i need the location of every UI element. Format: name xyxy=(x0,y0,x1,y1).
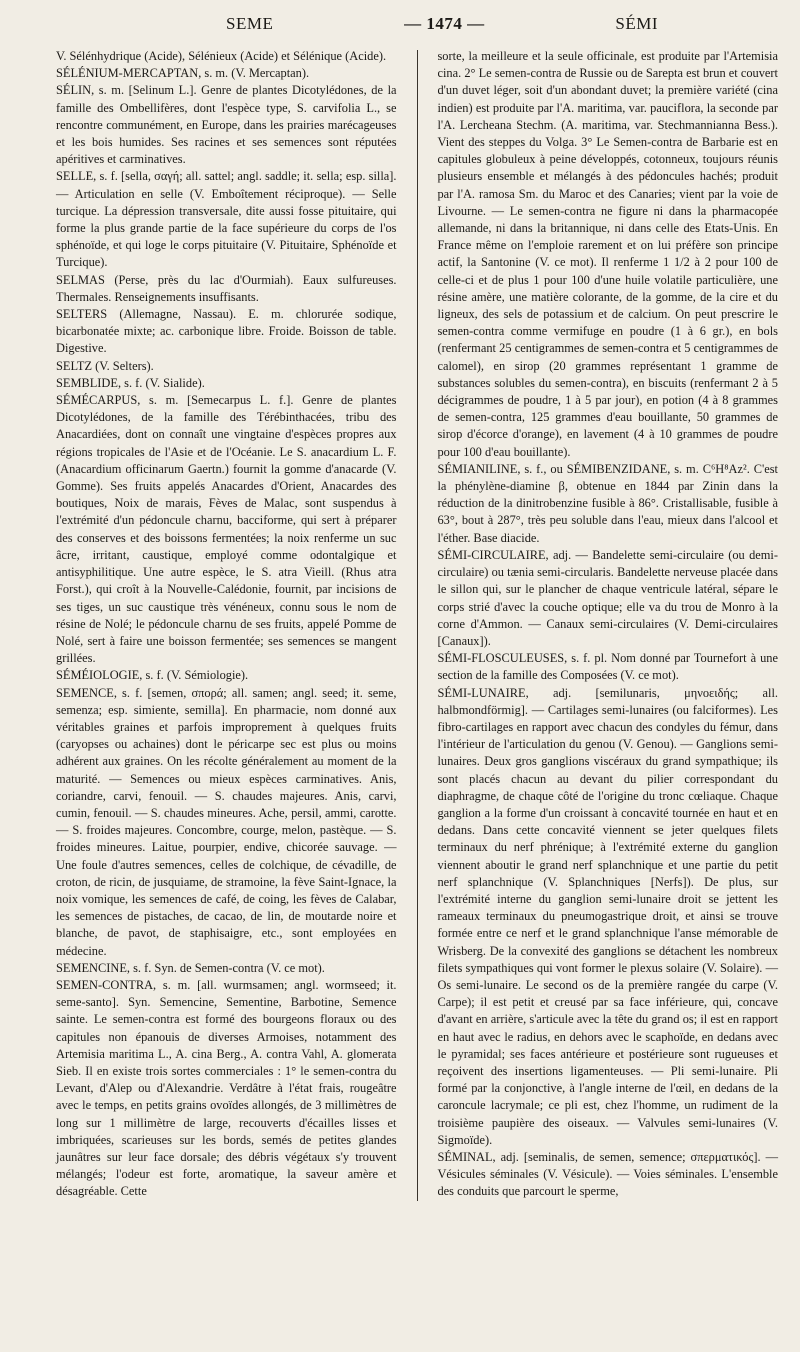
left-column xyxy=(56,48,397,1201)
entry: SÉMI-LUNAIRE, adj. [semilunaris, μηνοειδής; all. halbmondförmig]. — Cartilages semi-lunaires (ou falciformes). Les fibro-cartilages en rapport avec chacun des condyles du fémur, dans l'intérieur de l'articulation du genou (V. Genou). — Ganglions semi-lunaires. Deux gros ganglions viscéraux du grand sympathique; ils sont placés chacun au devant du pilier correspondant du diaphragme, de chaque côté de l'origine du tronc cœliaque. Chaque ganglion a la forme d'un croissant à concavité tournée en haut et en dedans. Dans cette concavité viennent se jeter quelques filets terminaux du nerf phrénique; à l'extrémité externe du ganglion viennent aboutir le grand nerf splanchnique et une partie du petit nerf splanchnique (V. Splanchniques [Nerfs]). De plus, sur l'extrémité interne du ganglion semi-lunaire droit se jettent les rameaux terminaux du pneumogastrique droit, et ainsi se trouve formée entre ce nerf et le grand splanchnique l'anse mémorable de Wrisberg. De la convexité des ganglions se détachent les nombreux filets sympathiques qui vont former le plexus solaire (V. Solaire). — Os semi-lunaire. Le second os de la première rangée du carpe (V. Carpe); il est petit et creusé par sa face inférieure, qui, concave d'avant en arrière, s'articule avec la tête du grand os; il est en rapport en haut avec le radius, en dehors avec le scaphoïde, en dedans avec le pyramidal; ses faces antérieure et postérieure sont rugueuses et reçoivent des insertions ligamenteuses. — Pli semi-lunaire. Pli formé par la conjonctive, à l'angle interne de l'œil, en dedans de la caroncule lacrymale; ce pli est, chez l'homme, un rudiment de la troisième paupière des oiseaux. — Valvules semi-lunaires (V. Sigmoïde). xyxy=(437,685,778,1147)
entry: SÉMI-FLOSCULEUSES, s. f. pl. Nom donné par Tournefort à une section de la famille des Composées (V. ce mot). xyxy=(437,651,778,683)
entry: sorte, la meilleure et la seule officinale, est produite par l'Artemisia cina. 2° Le semen-contra de Russie ou de Sarepta est brun et couvert d'un duvet léger, soit d'un abondant duvet; la première variété (cina indien) est produite par l'A. maritima, var. pauciflora, la seconde par l'A. Lercheana Stechm. (A. maritima, var. Stechmannianna Bess.). Vient des steppes du Volga. 3° Le Semen-contra de Barbarie est en capitules globuleux à peine développés, cotonneux, toujours réunis plusieurs ensemble et mélangés à des pédoncules hachés; produit par l'A. ramosa Sm. du Maroc et des Canaries; vient par la voie de Livourne. — Le semen-contra ne figure ni dans la pharmacopée allemande, ni dans la britannique, ni dans celle des Etats-Unis. En France même on l'emploie rarement et on lui préfère son principe actif, la Santonine (V. ce mot). Il renferme 1 1/2 à 2 pour 100 de celle-ci et de plus 1 pour 100 d'une huile volatile particulière, une résine amère, une matière colorante, de la gomme, de la cire et du ligneux, des sels de potassium et de calcium. On peut prescrire le semen-contra comme vermifuge en poudre (1 à 6 gr.), en bols (renfermant 25 centigrammes de semen-contra et 5 centigrammes de calomel), en sirop (20 grammes représentant 1 gramme de substances solubles du semen-contra), en biscuits (renfermant 2 à 5 décigrammes de poudre, 1 à 5 par jour), en potion (4 à 8 grammes de semen-contra, 125 grammes d'eau bouillante, 50 grammes de sirop d'écorce d'orange), en lavement (4 à 10 grammes de poudre pour 100 d'eau bouillante). xyxy=(437,49,778,459)
entry: V. Sélénhydrique (Acide), Sélénieux (Acide) et Sélénique (Acide). xyxy=(56,49,387,63)
entry: SELTERS (Allemagne, Nassau). E. m. chlorurée sodique, bicarbonatée mixte; ac. carbonique libre. Froide. Boisson de table. Digestive. xyxy=(56,307,397,356)
entry: SELLE, s. f. [sella, σαγή; all. sattel; angl. saddle; it. sella; esp. silla]. — Articulation en selle (V. Emboîtement réciproque). — Selle turcique. La dépression transversale, dite aussi fosse pituitaire, qui forme la plus grande partie de la face supérieure du corps de l'os sphénoïde, et qui loge le corps pituitaire (V. Pituitaire, Sphénoïde et Turcique). xyxy=(56,169,397,270)
column-rule xyxy=(417,50,418,1201)
entry: SELTZ (V. Selters). xyxy=(56,358,154,373)
two-column-body xyxy=(56,48,778,1201)
entry: SEMENCE, s. f. [semen, σπορά; all. samen; angl. seed; it. seme, semenza; esp. simiente, semilla]. En pharmacie, nom donné aux véritables graines et parfois improprement à quelques fruits (caryopses ou achaines) dont le péricarpe sec est plus ou moins adhérent aux graines. On les récolte généralement au moment de la maturité. — Semences ou mieux espèces carminatives. Anis, coriandre, carvi, fenouil. — S. chaudes majeures. Anis, carvi, cumin, fenouil. — S. chaudes mineures. Ache, persil, ammi, carotte. — S. froides majeures. Concombre, courge, melon, pastèque. — S. froides mineures. Laitue, pourpier, endive, chicorée sauvage. — Une foule d'autres semences, celles de colchique, de cévadille, de croton, de ricin, de jusquiame, de stramoine, la fève Saint-Ignace, la noix vomique, les semences de café, de coing, les fèves de Calabar, les semences de pistaches, de cacao, de lin, de moutarde noire et blanche, de pavot, de staphisaigre, etc., sont employées en médecine. xyxy=(56,685,397,958)
entry: SEMBLIDE, s. f. (V. Sialide). xyxy=(56,375,205,390)
entry: SEMENCINE, s. f. Syn. de Semen-contra (V. ce mot). xyxy=(56,960,325,975)
entry: SÉLIN, s. m. [Selinum L.]. Genre de plantes Dicotylédones, de la famille des Ombellifères, dont l'espèce type, S. carvifolia L., se rencontre communément, en Europe, dans les prairies marécageuses et les bois humides. Ses racines et ses semences sont réputées apéritives et carminatives. xyxy=(56,83,397,167)
entry: SÉMINAL, adj. [seminalis, de semen, semence; σπερματικός]. — Vésicules séminales (V. Vésicule). — Voies séminales. L'ensemble des conduits que parcourt le sperme, xyxy=(437,1150,778,1199)
header-left-word: SEME xyxy=(226,14,274,33)
entry: SÉMÉCARPUS, s. m. [Semecarpus L. f.]. Genre de plantes Dicotylédones, de la famille des Térébinthacées, tribu des Anacardiées, dont on connaît une vingtaine d'espèces propres aux régions tropicales de l'Asie et de l'Océanie. Le S. anacardium L. F. (Anacardium officinarum Gaertn.) fournit la gomme d'anacarde (V. Gomme). Ses fruits appelés Anacardes d'Orient, Anacardes des boutiques, Noix de marais, Fèves de Malac, sont suspendus à l'extrémité d'un pédoncule charnu, bacciforme, qui sert à préparer des conserves et des boissons fermentées; la noix renferme un suc âcre, irritant, caustique, employé comme odontalgique et antisyphilitique. Une autre espèce, le S. atra Vieill. (Rhus atra Forst.), qui croît à la Nouvelle-Calédonie, fournit, par incisions de ses tiges, un suc caustique très vénéneux, connu sous le nom de résine de Nolé; le pédoncule charnu de ses fruits, appelé Pomme de Nolé, sert à faire une boisson fermentée; ses semences se mangent grillées. xyxy=(56,393,397,666)
header-right-word: SÉMI xyxy=(615,14,658,33)
page-number: — 1474 — xyxy=(404,14,485,33)
entry: SÉMI-CIRCULAIRE, adj. — Bandelette semi-circulaire (ou demi-circulaire) ou tænia semi-circularis. Bandelette nerveuse placée dans le sillon qui, sur le plancher de chaque ventricule latéral, sépare le corps strié d'avec la couche optique; elle va du trou de Monro à la corne d'Ammon. — Canaux semi-circulaires (V. Demi-circulaires [Canaux]). xyxy=(437,547,778,648)
entry: SEMEN-CONTRA, s. m. [all. wurmsamen; angl. wormseed; it. seme-santo]. Syn. Semencine, Sementine, Barbotine, Semence sainte. Le semen-contra est formé des bourgeons floraux ou des capitules non épanouis de diverses Armoises, notamment des Artemisia maritima L., A. cina Berg., A. contra Vahl, A. glomerata Sieb. Il en existe trois sortes commerciales : 1° le semen-contra du Levant, d'Alep ou d'Alexandrie. Verdâtre à l'état frais, rougeâtre avec le temps, en petits grains ovoïdes allongés, de 3 millimètres de long sur 1 millimètre de large, recouverts d'écailles lisses et imbriquées, scarieuses sur les bords, semés de petites glandes jaunâtres sur leur face dorsale; des débris végétaux s'y trouvent mélangés; l'odeur est forte, aromatique, la saveur amère et désagréable. Cette xyxy=(56,977,397,1199)
entry: SÉMIANILINE, s. f., ou SÉMIBENZIDANE, s. m. C⁶H⁸Az². C'est la phénylène-diamine β, obtenue en 1844 par Zinin dans la réduction de la dinitrobenzine fusible à 86°. Cristallisable, fusible à 63°, bout à 287°, très peu soluble dans l'eau, mieux dans l'alcool et l'éther. Base diacide. xyxy=(437,461,778,545)
running-header xyxy=(56,14,778,48)
entry: SÉMÉIOLOGIE, s. f. (V. Sémiologie). xyxy=(56,668,249,683)
entry: SELMAS (Perse, près du lac d'Ourmiah). Eaux sulfureuses. Thermales. Renseignements insuffisants. xyxy=(56,272,397,304)
right-column xyxy=(437,48,778,1201)
entry: SÉLÉNIUM-MERCAPTAN, s. m. (V. Mercaptan). xyxy=(56,66,310,81)
